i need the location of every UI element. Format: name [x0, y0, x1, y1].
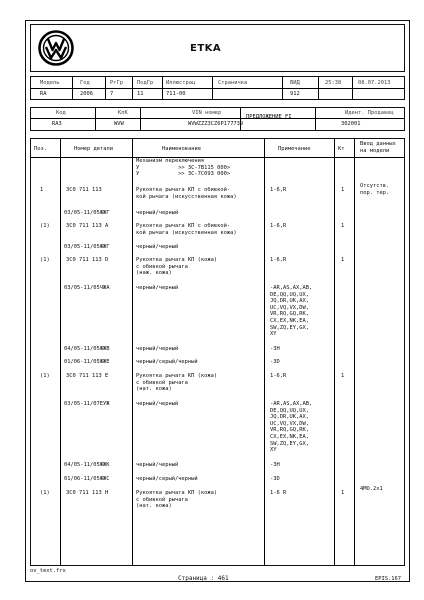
- row-note: -3H: [270, 462, 280, 468]
- row-position: (1): [40, 373, 50, 379]
- row-description: Рукоятка рычага КП (кожа) с обивкой рычага (нат. кожа): [136, 373, 218, 393]
- row-description: черный/черный: [136, 210, 179, 216]
- column-header: Примечание: [278, 146, 311, 152]
- vw-logo-icon: [38, 30, 74, 66]
- row-part-number: 04/05-11/05ЖЖВ: [64, 346, 110, 352]
- row-part-number: 03/05-11/05ЖЖГ: [64, 244, 110, 250]
- vehicle-value: WVWZZZ3CZ6P177739: [188, 121, 244, 127]
- vehicle-value: WVW: [114, 121, 124, 127]
- app-title: ETKA: [190, 43, 222, 54]
- row-note: 1-6,R: [270, 187, 287, 193]
- row-description: черный/черный: [136, 462, 179, 468]
- info-label: Год: [80, 80, 90, 86]
- vehicle-label: Идент. Продавец: [345, 110, 394, 116]
- vehicle-value: RA3: [52, 121, 62, 127]
- row-description: черный/черный: [136, 346, 179, 352]
- info-label: Модель: [40, 80, 60, 86]
- row-description: Рукоятка рычага КП (кожа) с обивкой рычага (нат. кожа): [136, 490, 218, 510]
- info-label: Иллюстрац: [166, 80, 196, 86]
- row-quantity: 1: [341, 373, 345, 379]
- row-part-number: 3C0 711 113 H: [66, 490, 109, 496]
- row-quantity: 1: [341, 257, 345, 263]
- row-part-number: 03/05-11/07ЕУЖ: [64, 401, 110, 407]
- footer-left: ov_text.frx: [30, 568, 66, 574]
- row-note: -AR,AS,AX,AB, DE,QQ,UQ,UX, JQ,DR,UK,AX, UC,VQ,VX,DW, VR,RQ,GQ,RK, CX,EX,NK,EA, SW,ZQ,EY,GX, XY: [270, 401, 313, 454]
- column-header: Номер детали: [74, 146, 113, 152]
- row-part-number: 03/05-11/05ЖЖГ: [64, 210, 110, 216]
- vehicle-value: 302001: [341, 121, 361, 127]
- row-note: -3H: [270, 346, 280, 352]
- row-position: (1): [40, 223, 50, 229]
- info-label: ПодГр: [137, 80, 154, 86]
- row-position: (1): [40, 257, 50, 263]
- row-description: черный/черный: [136, 285, 179, 291]
- row-description: Рукоятка рычага КП (кожа) с обивкой рычага (наж. кожа): [136, 257, 218, 277]
- row-model-data: 4MO.2x1: [360, 486, 383, 492]
- row-part-number: 3C0 711 113 D: [66, 257, 109, 263]
- info-value: 7: [110, 91, 114, 97]
- info-value: 912: [290, 91, 300, 97]
- row-part-number: 01/06-11/05ЖЖЕ: [64, 359, 110, 365]
- info-label: 08.07.2013: [358, 80, 391, 86]
- vehicle-value: ПРЕДЛОЖЕНИЕ FI: [246, 114, 292, 120]
- footer-page-number: Страница : 461: [178, 575, 229, 582]
- column-header: Ввод данных на модели: [360, 141, 396, 154]
- info-label: РгГр: [110, 80, 123, 86]
- column-header: Наименование: [162, 146, 201, 152]
- row-position: (1): [40, 490, 50, 496]
- row-part-number: 01/06-11/05ЖЖС: [64, 476, 110, 482]
- row-part-number: 3C0 711 113 E: [66, 373, 109, 379]
- row-note: -3D: [270, 476, 280, 482]
- row-note: -3D: [270, 359, 280, 365]
- row-position: 1: [40, 187, 44, 193]
- vehicle-label: VIN номер: [192, 110, 222, 116]
- row-description: черный/черный: [136, 244, 179, 250]
- footer-right: EPIS.167: [375, 576, 401, 582]
- row-description: черный/серый/черный: [136, 476, 198, 482]
- row-part-number: 3C0 711 113 A: [66, 223, 109, 229]
- row-note: -AR,AS,AX,AB, DE,QQ,UQ,UX, JQ,DR,UK,AX, UC,VQ,VX,DW, VR,RQ,GQ,RK, CX,EX,NK,EA, SW,ZQ,EY,GX, XY: [270, 285, 313, 338]
- info-value: 2006: [80, 91, 93, 97]
- column-header: Поз.: [34, 146, 47, 152]
- info-value: 11: [137, 91, 144, 97]
- row-description: черный/черный: [136, 401, 179, 407]
- row-model-data: Отсутств. пор. тер.: [360, 183, 390, 196]
- row-note: 1-6,R: [270, 223, 287, 229]
- row-part-number: 3C0 711 113: [66, 187, 102, 193]
- row-part-number: 04/05-11/05ЖЖК: [64, 462, 110, 468]
- row-quantity: 1: [341, 490, 345, 496]
- info-label: 25:38: [325, 80, 342, 86]
- row-part-number: 03/05-11/05ЧЖА: [64, 285, 110, 291]
- row-description: Рукоятка рычага КП с обивкой- кой рычага (искусственная кожа): [136, 223, 237, 236]
- row-description: Рукоятка рычага КП с обивкой- кой рычага (искусственная кожа): [136, 187, 237, 200]
- row-description: черный/серый/черный: [136, 359, 198, 365]
- row-quantity: 1: [341, 187, 345, 193]
- row-description: Механизм переключения У >> 3C-7B115 000> У >> 3C-7C093 000>: [136, 158, 231, 178]
- vehicle-label: КпК: [118, 110, 128, 116]
- info-label: Страничка: [218, 80, 248, 86]
- row-note: 1-6,R: [270, 373, 287, 379]
- vehicle-label: Код: [56, 110, 66, 116]
- row-quantity: 1: [341, 223, 345, 229]
- row-note: 1-6 R: [270, 490, 287, 496]
- row-note: 1-6,R: [270, 257, 287, 263]
- info-label: ВИД: [290, 80, 300, 86]
- column-header: Кт: [338, 146, 345, 152]
- info-value: 711-00: [166, 91, 186, 97]
- info-value: RA: [40, 91, 47, 97]
